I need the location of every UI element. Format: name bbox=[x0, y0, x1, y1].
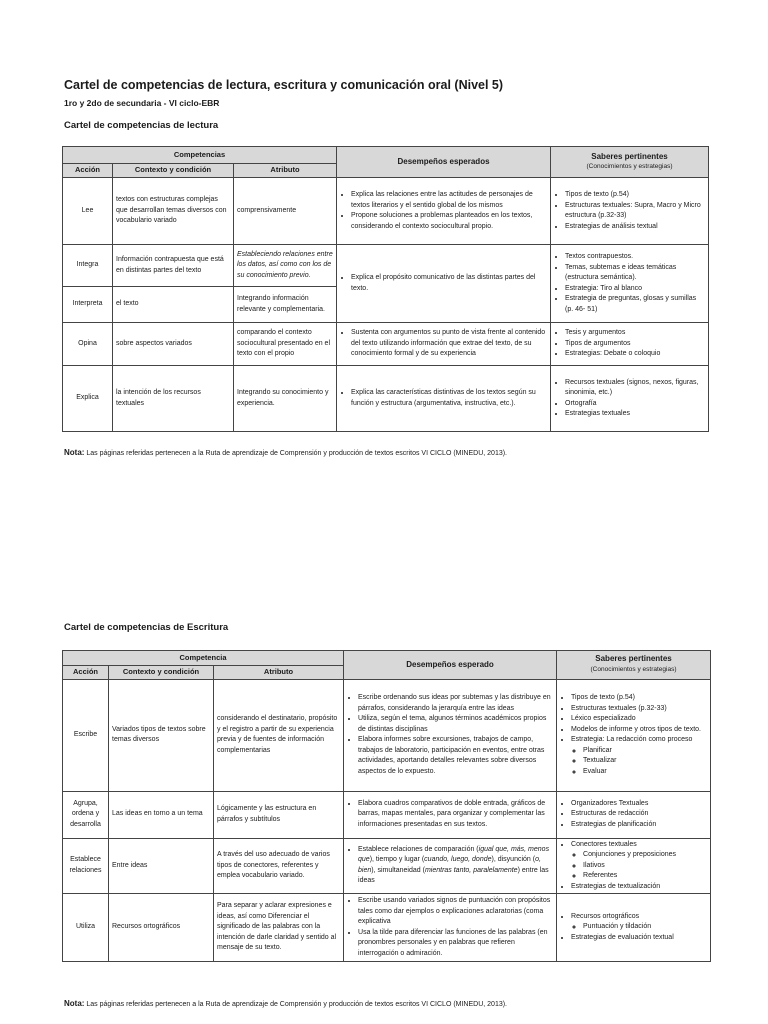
list-item: • Utiliza, según el tema, algunos términos académicos propios de distintas disciplinas bbox=[358, 714, 553, 735]
list-item: • Textos contrapuestos. bbox=[565, 252, 705, 263]
contexto-header: Contexto y condición bbox=[109, 666, 214, 680]
contexto-header: Contexto y condición bbox=[113, 164, 234, 178]
table-row bbox=[63, 245, 709, 287]
list-item: • Estrategias de planificación bbox=[571, 820, 707, 831]
list-item-label: Recursos ortográficos bbox=[571, 912, 640, 920]
accion-cell: Escribe bbox=[63, 679, 109, 791]
desempenos-cell bbox=[344, 791, 557, 838]
saberes-cell bbox=[557, 838, 711, 894]
sub-list-item: ◦ Ilativos bbox=[583, 861, 707, 872]
accion-cell: Interpreta bbox=[63, 287, 113, 323]
desempenos-cell bbox=[337, 178, 551, 245]
escritura-note bbox=[64, 999, 507, 1008]
atributo-header: Atributo bbox=[234, 164, 337, 178]
accion-cell: Utiliza bbox=[63, 894, 109, 962]
list-item: • Modelos de informe y otros tipos de texto. bbox=[571, 725, 707, 736]
list-item: • Léxico especializado bbox=[571, 714, 707, 725]
list-item: • Organizadores Textuales bbox=[571, 799, 707, 810]
atributo-cell: Integrando información relevante y complementaria. bbox=[234, 287, 337, 323]
list-item: • Estrategia de preguntas, glosas y sumillas (p. 46- 51) bbox=[565, 294, 705, 315]
contexto-cell: Variados tipos de textos sobre temas diversos bbox=[109, 679, 214, 791]
list-item: • Escribe usando variados signos de puntuación con propósitos tales como dar ejemplos o explicaciones aclaratorias (coma explicativa bbox=[358, 896, 553, 928]
table-row bbox=[63, 791, 711, 838]
atributo-cell: Integrando su conocimiento y experiencia. bbox=[234, 366, 337, 432]
saberes-header bbox=[551, 147, 709, 178]
contexto-cell: Información contrapuesta que está en distintas partes del texto bbox=[113, 245, 234, 287]
list-item: • Ortografía bbox=[565, 399, 705, 410]
saberes-cell bbox=[551, 245, 709, 323]
accion-cell: Agrupa, ordena y desarrolla bbox=[63, 791, 109, 838]
note-text: Las páginas referidas pertenecen a la Ruta de aprendizaje de Comprensión y producción de textos escritos VI CICLO (MINEDU, 2013). bbox=[84, 450, 508, 457]
sub-list-item: ◦ Conjunciones y preposiciones bbox=[583, 850, 707, 861]
atributo-cell: comparando el contexto sociocultural presentado en el texto con el propio bbox=[234, 323, 337, 366]
list-item: • Tipos de texto (p.54) bbox=[571, 693, 707, 704]
atributo-cell: Estableciendo relaciones entre los datos, así como con los de su conocimiento previo. bbox=[234, 245, 337, 287]
desempenos-cell bbox=[337, 366, 551, 432]
list-item: • Estrategias de evaluación textual bbox=[571, 933, 707, 944]
desempenos-cell bbox=[344, 838, 557, 894]
saberes-header-sub: (Conocimientos y estrategias) bbox=[590, 665, 677, 673]
desempenos-header: Desempeños esperados bbox=[337, 147, 551, 178]
list-item bbox=[571, 840, 707, 882]
saberes-cell bbox=[551, 323, 709, 366]
saberes-cell bbox=[557, 791, 711, 838]
contexto-cell: textos con estructuras complejas que desarrollan temas diversos con vocabulario variado bbox=[113, 178, 234, 245]
atributo-cell: comprensivamente bbox=[234, 178, 337, 245]
contexto-cell: la intención de los recursos textuales bbox=[113, 366, 234, 432]
atributo-cell: Lógicamente y las estructura en párrafos y subtítulos bbox=[214, 791, 344, 838]
escritura-table bbox=[62, 650, 711, 962]
contexto-cell: Entre ideas bbox=[109, 838, 214, 894]
list-item: • Establece relaciones de comparación (igual que, más, menos que), tiempo y lugar (cuando, luego, donde), disyunción (o, bien), simultaneidad (mientras tanto, paralelamente) entre las ideas bbox=[358, 845, 553, 887]
saberes-cell bbox=[551, 178, 709, 245]
sub-list-item: ◦ Puntuación y tildación bbox=[583, 922, 707, 933]
list-item: • Tipos de texto (p.54) bbox=[565, 190, 705, 201]
list-item: • Estructuras textuales (p.32-33) bbox=[571, 704, 707, 715]
list-item: • Elabora informes sobre excursiones, trabajos de campo, trabajos de laboratorio, participación en eventos, entre otras actividades, aportando detalles relevantes sobre diversos aspectos de lo expuesto. bbox=[358, 735, 553, 777]
list-item-label: Estrategia: La redacción como proceso bbox=[571, 736, 693, 743]
list-item: • Elabora cuadros comparativos de doble entrada, gráficos de barras, mapas mentales, para organizar y complementar las informaciones presentadas en sus textos. bbox=[358, 799, 553, 831]
lectura-section-title: Cartel de competencias de lectura bbox=[64, 120, 219, 131]
accion-cell: Establece relaciones bbox=[63, 838, 109, 894]
saberes-header-sub: (Conocimientos y estrategias) bbox=[586, 163, 673, 170]
saberes-cell bbox=[557, 894, 711, 962]
lectura-table bbox=[62, 146, 709, 432]
desempenos-cell bbox=[337, 323, 551, 366]
atributo-cell: considerando el destinatario, propósito y el registro a partir de su experiencia previa y de fuentes de información complementarias bbox=[214, 679, 344, 791]
list-item: • Temas, subtemas e ideas temáticas (estructura semántica). bbox=[565, 263, 705, 284]
desempenos-cell bbox=[337, 245, 551, 323]
list-item: • Estructuras de redacción bbox=[571, 809, 707, 820]
document-title: Cartel de competencias de lectura, escritura y comunicación oral (Nivel 5) bbox=[64, 78, 504, 92]
table-row bbox=[63, 838, 711, 894]
list-item: • Tipos de argumentos bbox=[565, 339, 705, 350]
desempenos-cell bbox=[344, 679, 557, 791]
competencias-header: Competencia bbox=[63, 651, 344, 666]
saberes-cell bbox=[551, 366, 709, 432]
list-item: • Estructuras textuales: Supra, Macro y Micro estructura (p.32-33) bbox=[565, 201, 705, 222]
table-row bbox=[63, 679, 711, 791]
list-item: • Propone soluciones a problemas planteados en los textos, considerando el contexto sociocultural propio. bbox=[351, 211, 547, 232]
list-item: • Recursos textuales (signos, nexos, figuras, sinonimia, etc.) bbox=[565, 378, 705, 399]
accion-cell: Opina bbox=[63, 323, 113, 366]
list-item bbox=[571, 912, 707, 933]
list-item: • Tesis y argumentos bbox=[565, 328, 705, 339]
table-row bbox=[63, 323, 709, 366]
list-item: • Estrategias de textualización bbox=[571, 882, 707, 893]
desempenos-cell bbox=[344, 894, 557, 962]
contexto-cell: sobre aspectos variados bbox=[113, 323, 234, 366]
table-row bbox=[63, 366, 709, 432]
document-subtitle: 1ro y 2do de secundaria - VI ciclo-EBR bbox=[64, 98, 220, 108]
atributo-header: Atributo bbox=[214, 666, 344, 680]
lectura-note bbox=[64, 448, 507, 457]
list-item: • Estrategia: Tiro al blanco bbox=[565, 284, 705, 295]
accion-cell: Explica bbox=[63, 366, 113, 432]
saberes-header-label: Saberes pertinentes bbox=[591, 151, 668, 161]
list-item: • Usa la tilde para diferenciar las funciones de las palabras (en pronombres personales y en palabras que refieren interrogación o admiración. bbox=[358, 928, 553, 960]
note-text: Las páginas referidas pertenecen a la Ruta de aprendizaje de Comprensión y producción de textos escritos VI CICLO (MINEDU, 2013). bbox=[84, 1001, 508, 1008]
accion-header: Acción bbox=[63, 666, 109, 680]
saberes-cell bbox=[557, 679, 711, 791]
accion-header: Acción bbox=[63, 164, 113, 178]
note-label: Nota: bbox=[64, 999, 85, 1008]
accion-cell: Integra bbox=[63, 245, 113, 287]
sub-list-item: ◦ Referentes bbox=[583, 871, 707, 882]
list-item: • Estrategias textuales bbox=[565, 409, 705, 420]
list-item: • Estrategias: Debate o coloquio bbox=[565, 349, 705, 360]
table-row bbox=[63, 178, 709, 245]
note-label: Nota: bbox=[64, 448, 85, 457]
contexto-cell: Recursos ortográficos bbox=[109, 894, 214, 962]
sub-list-item: ◦ Textualizar bbox=[583, 756, 707, 767]
sub-list-item: ◦ Planificar bbox=[583, 746, 707, 757]
saberes-header-label: Saberes pertinentes bbox=[595, 654, 672, 664]
list-item: • Escribe ordenando sus ideas por subtemas y las distribuye en párrafos, considerando la jerarquía entre las ideas bbox=[358, 693, 553, 714]
list-item: • Explica las relaciones entre las actitudes de personajes de textos literarios y el sentido global de los mismos bbox=[351, 190, 547, 211]
list-item-label: Conectores textuales bbox=[571, 840, 637, 848]
list-item: • Explica las características distintivas de los textos según su función y estructura (argumentativa, instructiva, etc.). bbox=[351, 388, 547, 409]
list-item bbox=[571, 735, 707, 777]
desempenos-header: Desempeños esperado bbox=[344, 651, 557, 680]
atributo-cell: Para separar y aclarar expresiones e ideas, así como Diferenciar el significado de las palabras con la intención de darle claridad y sentido al mensaje de su texto. bbox=[214, 894, 344, 962]
sub-list-item: ◦ Evaluar bbox=[583, 767, 707, 778]
escritura-section-title: Cartel de competencias de Escritura bbox=[64, 622, 229, 633]
atributo-cell: A través del uso adecuado de varios tipos de conectores, referentes y emplea vocabulario variado. bbox=[214, 838, 344, 894]
competencias-header: Competencias bbox=[63, 147, 337, 164]
accion-cell: Lee bbox=[63, 178, 113, 245]
list-item: • Estrategias de análisis textual bbox=[565, 222, 705, 233]
table-row bbox=[63, 894, 711, 962]
list-item: • Sustenta con argumentos su punto de vista frente al contenido del texto utilizando información que extrae del texto, de su conocimiento formal y de su experiencia bbox=[351, 328, 547, 360]
contexto-cell: el texto bbox=[113, 287, 234, 323]
list-item: • Explica el propósito comunicativo de las distintas partes del texto. bbox=[351, 273, 547, 294]
saberes-header bbox=[557, 651, 711, 680]
contexto-cell: Las ideas en torno a un tema bbox=[109, 791, 214, 838]
